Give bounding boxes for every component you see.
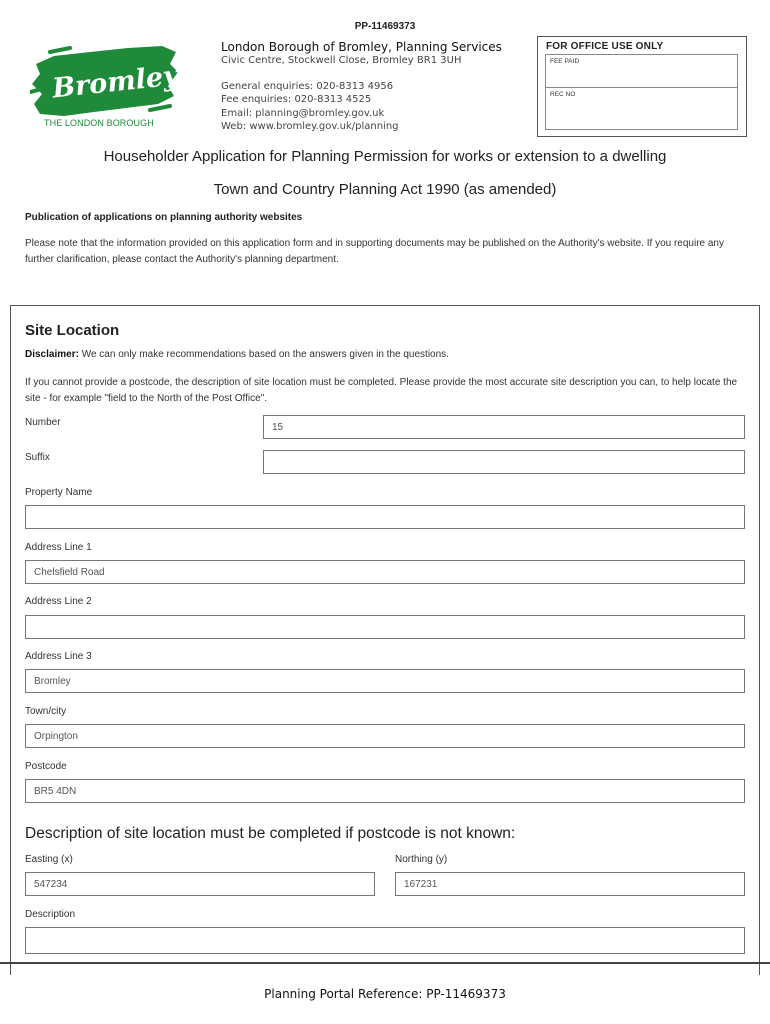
disclaimer-text: We can only make recommendations based on the answers given in the questions. bbox=[78, 349, 449, 360]
form-title: Householder Application for Planning Permission for works or extension to a dwelling bbox=[103, 148, 667, 165]
property-name-label: Property Name bbox=[25, 487, 93, 498]
organisation-details bbox=[221, 40, 502, 134]
suffix-label: Suffix bbox=[25, 452, 50, 463]
easting-field[interactable]: 547234 bbox=[25, 872, 375, 896]
form-subtitle: Town and Country Planning Act 1990 (as amended) bbox=[213, 181, 557, 198]
publication-text: Please note that the information provided on this application form and in supporting documents may be published on the Authority's website. If you require any further clarification, please contact the Authority's planning department. bbox=[25, 238, 724, 265]
address-line-1-label: Address Line 1 bbox=[25, 542, 92, 553]
disclaimer bbox=[25, 349, 449, 360]
address-line-3-field[interactable]: Bromley bbox=[25, 669, 745, 693]
address-line-2-field[interactable] bbox=[25, 615, 745, 639]
reference-number: PP-11469373 bbox=[354, 21, 416, 32]
address-line-1-field[interactable]: Chelsfield Road bbox=[25, 560, 745, 584]
site-instructions: If you cannot provide a postcode, the description of site location must be completed. Please provide the most accurate site description you can, to help locate the site - for example "field to the North of the Post Office". bbox=[25, 377, 738, 404]
organisation-name: London Borough of Bromley, Planning Services bbox=[221, 40, 502, 54]
town-city-field[interactable]: Orpington bbox=[25, 724, 745, 748]
general-enquiries: General enquiries: 020-8313 4956 bbox=[221, 80, 394, 92]
northing-label: Northing (y) bbox=[395, 854, 448, 865]
logo-subtitle: THE LONDON BOROUGH bbox=[44, 118, 154, 128]
postcode-label: Postcode bbox=[25, 761, 67, 772]
fee-enquiries: Fee enquiries: 020-8313 4525 bbox=[221, 94, 372, 105]
address-line-3-label: Address Line 3 bbox=[25, 651, 92, 662]
office-use-title: FOR OFFICE USE ONLY bbox=[546, 41, 664, 52]
number-field[interactable]: 15 bbox=[263, 415, 745, 439]
publication-heading: Publication of applications on planning authority websites bbox=[25, 212, 303, 223]
number-label: Number bbox=[25, 417, 61, 428]
description-field[interactable] bbox=[25, 927, 745, 954]
website: Web: www.bromley.gov.uk/planning bbox=[221, 121, 399, 132]
email: Email: planning@bromley.gov.uk bbox=[221, 107, 385, 119]
address-line-2-label: Address Line 2 bbox=[25, 596, 92, 607]
site-location-heading: Site Location bbox=[25, 322, 120, 339]
footer-reference: Planning Portal Reference: PP-11469373 bbox=[264, 987, 506, 1001]
rec-no-box bbox=[545, 88, 738, 130]
office-use-box bbox=[537, 36, 747, 137]
description-heading: Description of site location must be completed if postcode is not known: bbox=[25, 825, 516, 842]
suffix-field[interactable] bbox=[263, 450, 745, 474]
northing-field[interactable]: 167231 bbox=[395, 872, 745, 896]
organisation-address: Civic Centre, Stockwell Close, Bromley BR1 3UH bbox=[221, 55, 462, 66]
property-name-field[interactable] bbox=[25, 505, 745, 529]
town-city-label: Town/city bbox=[25, 706, 67, 717]
disclaimer-label: Disclaimer: bbox=[25, 349, 79, 360]
rec-no-label: REC NO bbox=[550, 91, 576, 98]
postcode-field[interactable]: BR5 4DN bbox=[25, 779, 745, 803]
easting-label: Easting (x) bbox=[25, 854, 73, 865]
description-label: Description bbox=[25, 909, 76, 920]
fee-paid-box bbox=[545, 54, 738, 88]
fee-paid-label: FEE PAID bbox=[550, 58, 580, 65]
svg-text:Bromley: Bromley bbox=[50, 60, 180, 105]
